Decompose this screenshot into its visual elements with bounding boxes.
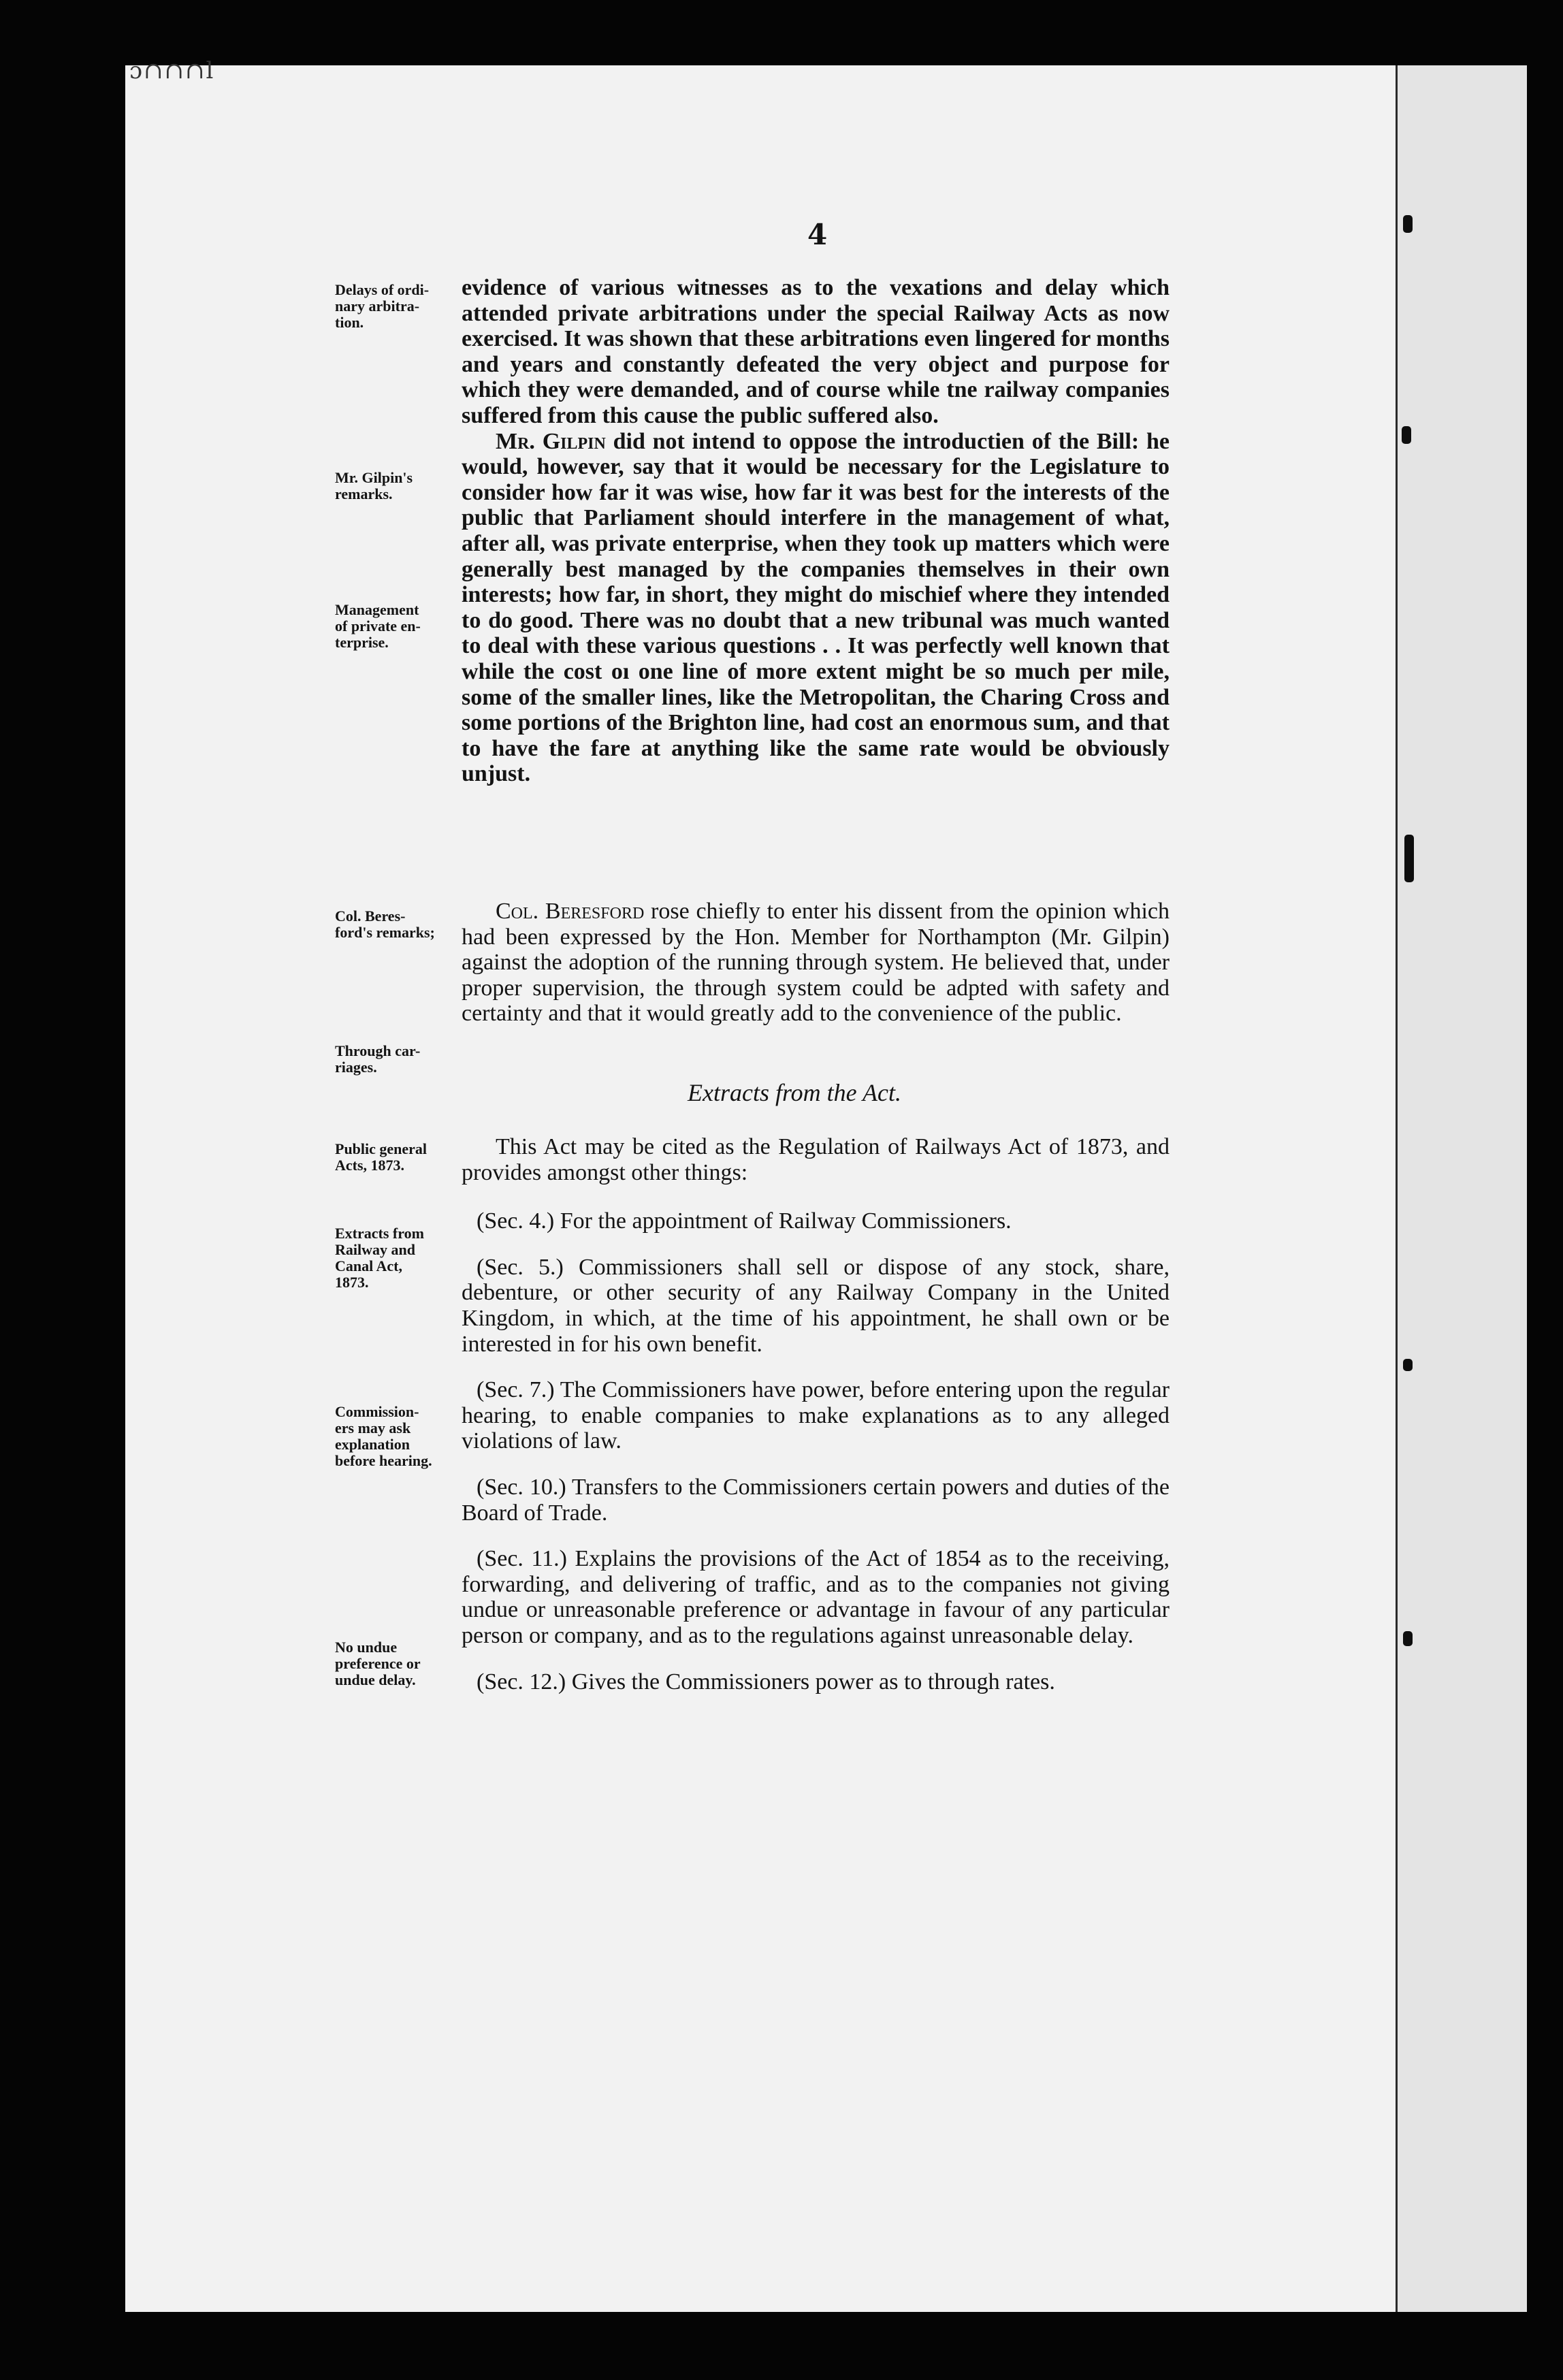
body-text-extracts xyxy=(462,1134,1170,1715)
section-heading: Extracts from the Act. xyxy=(688,1079,901,1106)
section-12: (Sec. 12.) Gives the Commissioners power as to through rates. xyxy=(477,1669,1055,1694)
margin-note: No undue preference or undue delay. xyxy=(335,1639,421,1688)
corner-handwriting: ɔ∩∩∩l xyxy=(129,57,215,84)
margin-note: Mr. Gilpin's remarks. xyxy=(335,469,413,502)
page-edge-mark xyxy=(1403,1359,1413,1371)
page-edge-mark xyxy=(1403,1631,1413,1646)
page-edge-mark xyxy=(1404,835,1414,882)
margin-note: Delays of ordi- nary arbitra- tion. xyxy=(335,281,430,331)
section-5: (Sec. 5.) Commissioners shall sell or dispose of any stock, share, debenture, or other security of any Railway Company in the United Kingdom, in which, at the time of his appointment, he shall own or be interested in for his own benefit. xyxy=(462,1254,1170,1357)
margin-note: Col. Beres- ford's remarks; xyxy=(335,907,435,941)
paragraph-arbitration-delays: evidence of various witnesses as to the vexations and delay which attended private arbitrations under the special Railway Acts as now exercised. It was shown that these arbitrations even lingered for months and years and constantly defeated the very object and purpose for which they were demanded, and of course while tne railway companies suffered from this cause the public suffered also. xyxy=(462,275,1170,428)
paragraph-gilpin-remarks xyxy=(462,429,1170,787)
page-edge-mark xyxy=(1403,215,1413,233)
margin-note: Public general Acts, 1873. xyxy=(335,1140,428,1174)
section-7: (Sec. 7.) The Commissioners have power, before entering upon the regular hearing, to enable companies to make explanations as to any alleged violations of law. xyxy=(462,1377,1170,1454)
speaker-name: Mr. Gilpin xyxy=(496,428,606,454)
body-text-beresford xyxy=(462,899,1170,1027)
paragraph-text: rose chiefly to enter his dissent from the opinion which had been expressed by the Hon. Member for Northampton (Mr. Gilpin) against the adoption of the running through system. He believed that, under proper supervision, the through system could be adpted with safety and certainty and that it would greatly add to the convenience of the public. xyxy=(462,899,1170,1027)
section-11: (Sec. 11.) Explains the provisions of the Act of 1854 as to the receiving, forwarding, and delivering of traffic, and as to the companies not giving undue or unreasonable preference or advantage in favour of any particular person or company, and as to the regulations against unreasonable delay. xyxy=(462,1546,1170,1648)
section-4: (Sec. 4.) For the appointment of Railway Commissioners. xyxy=(477,1208,1012,1234)
adjacent-page-edge xyxy=(1396,65,1527,2312)
margin-note: Through car- riages. xyxy=(335,1042,421,1076)
page-edge-mark xyxy=(1402,426,1411,444)
body-text-upper xyxy=(462,275,1170,787)
margin-note: Commission- ers may ask explanation before hearing. xyxy=(335,1403,432,1469)
section-10: (Sec. 10.) Transfers to the Commissioners certain powers and duties of the Board of Trade. xyxy=(462,1474,1170,1526)
page-number: 4 xyxy=(807,218,828,251)
margin-note: Extracts from Railway and Canal Act, 1873. xyxy=(335,1225,424,1291)
speaker-name: Col. Beresford xyxy=(496,899,645,924)
paragraph-act-citation: This Act may be cited as the Regulation of Railways Act of 1873, and provides amongst other things: xyxy=(462,1134,1170,1185)
margin-note: Management of private en- terprise. xyxy=(335,601,421,651)
paragraph-text: did not intend to oppose the introductien of the Bill: he would, however, say that it would be necessary for the Legislature to consider how far it was wise, how far it was best for the interests of the public that Parliament should interfere in the management of what, after all, was private enterprise, when they took up matters which were generally best managed by the companies themselves in their own interests; how far, in short, they might do mischief where they intended to do good. There was no doubt that a new tribunal was much wanted to deal with these various questions . . It was perfectly well known that while the cost oı one line of more extent might be so much per mile, some of the smaller lines, like the Metropolitan, the Charing Cross and some portions of the Brighton line, had cost an enormous sum, and that to have the fare at anything like the same rate would be obviously unjust. xyxy=(462,428,1170,787)
paragraph-beresford-remarks xyxy=(462,899,1170,1027)
